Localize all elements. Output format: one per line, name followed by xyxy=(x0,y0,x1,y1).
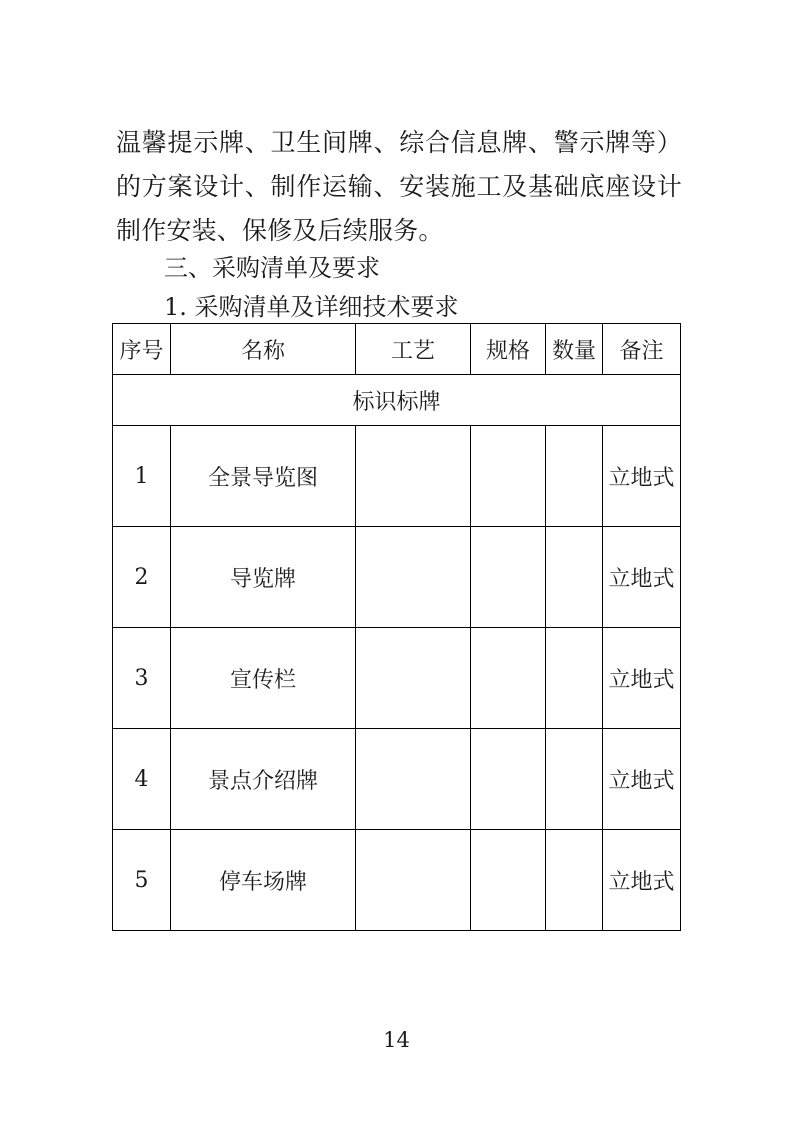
cell-index: 3 xyxy=(113,628,171,729)
cell-index: 1 xyxy=(113,426,171,527)
cell-craft xyxy=(356,830,471,931)
table-row xyxy=(113,729,681,830)
cell-name: 全景导览图 xyxy=(171,426,356,527)
cell-spec xyxy=(471,628,546,729)
column-header-qty: 数量 xyxy=(546,324,603,375)
cell-spec xyxy=(471,426,546,527)
cell-name: 宣传栏 xyxy=(171,628,356,729)
cell-note: 立地式 xyxy=(603,527,681,628)
cell-qty xyxy=(546,426,603,527)
body-paragraph: 温馨提示牌、卫生间牌、综合信息牌、警示牌等）的方案设计、制作运输、安装施工及基础底座设计制作安装、保修及后续服务。 xyxy=(116,128,682,245)
cell-qty xyxy=(546,628,603,729)
column-header-craft: 工艺 xyxy=(356,324,471,375)
section-heading: 三、采购清单及要求 xyxy=(164,254,380,282)
table-row xyxy=(113,830,681,931)
cell-craft xyxy=(356,628,471,729)
cell-craft xyxy=(356,729,471,830)
column-header-note: 备注 xyxy=(603,324,681,375)
table-section-row xyxy=(113,375,681,426)
cell-qty xyxy=(546,729,603,830)
cell-spec xyxy=(471,830,546,931)
cell-spec xyxy=(471,729,546,830)
column-header-name: 名称 xyxy=(171,324,356,375)
cell-note: 立地式 xyxy=(603,729,681,830)
cell-spec xyxy=(471,527,546,628)
table-header-row xyxy=(113,324,681,375)
cell-index: 5 xyxy=(113,830,171,931)
cell-note: 立地式 xyxy=(603,830,681,931)
column-header-index: 序号 xyxy=(113,324,171,375)
page-number: 14 xyxy=(383,1028,410,1052)
table-row xyxy=(113,426,681,527)
cell-note: 立地式 xyxy=(603,426,681,527)
cell-qty xyxy=(546,830,603,931)
cell-note: 立地式 xyxy=(603,628,681,729)
table-row xyxy=(113,628,681,729)
cell-qty xyxy=(546,527,603,628)
procurement-table xyxy=(112,323,681,931)
table-section-label: 标识标牌 xyxy=(113,375,681,426)
cell-index: 2 xyxy=(113,527,171,628)
cell-name: 景点介绍牌 xyxy=(171,729,356,830)
cell-name: 导览牌 xyxy=(171,527,356,628)
table-row xyxy=(113,527,681,628)
cell-index: 4 xyxy=(113,729,171,830)
subsection-heading: 1. 采购清单及详细技术要求 xyxy=(164,293,459,321)
cell-craft xyxy=(356,527,471,628)
cell-craft xyxy=(356,426,471,527)
column-header-spec: 规格 xyxy=(471,324,546,375)
cell-name: 停车场牌 xyxy=(171,830,356,931)
